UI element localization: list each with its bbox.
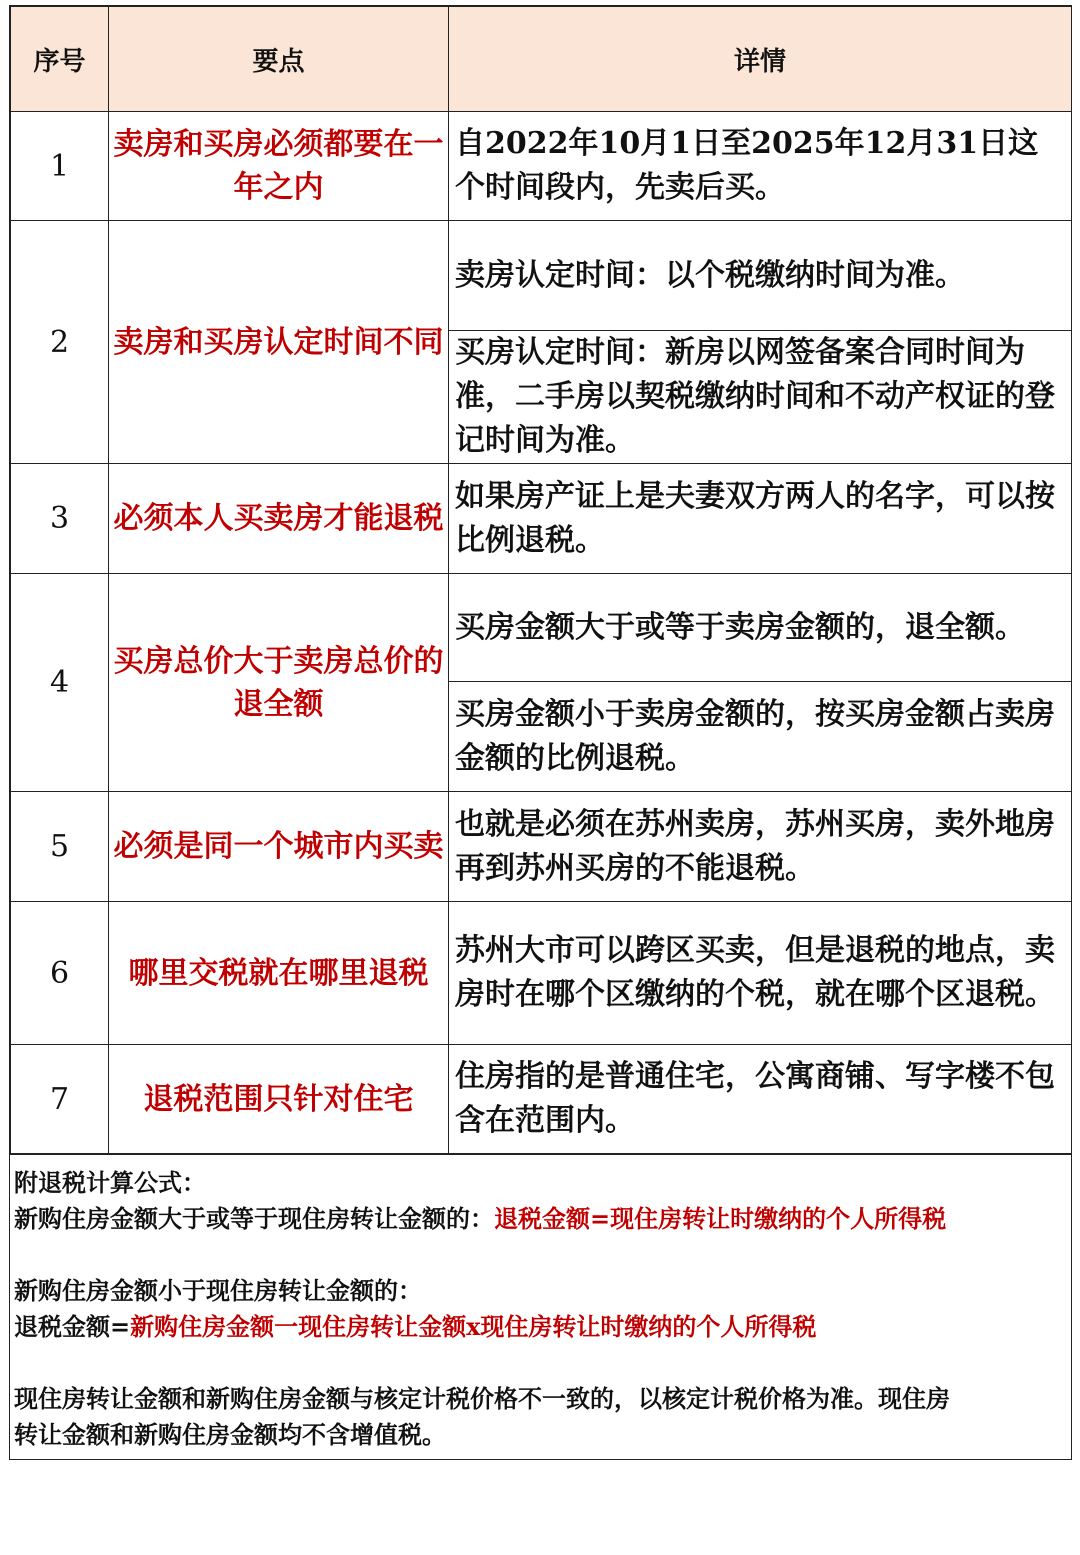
row-point: 卖房和买房必须都要在一年之内 <box>109 112 449 221</box>
row-detail: 也就是必须在苏州卖房，苏州买房，卖外地房再到苏州买房的不能退税。 <box>449 792 1072 902</box>
row-detail: 苏州大市可以跨区买卖，但是退税的地点，卖房时在哪个区缴纳的个税，就在哪个区退税。 <box>449 902 1072 1045</box>
row-point: 退税范围只针对住宅 <box>109 1045 449 1154</box>
formula-1 <box>14 1201 1067 1237</box>
row-point: 卖房和买房认定时间不同 <box>109 221 449 464</box>
formula-2 <box>14 1309 1067 1345</box>
formula-2-result: 新购住房金额一现住房转让金额x现住房转让时缴纳的个人所得税 <box>130 1312 817 1341</box>
table-row <box>11 464 1072 574</box>
row-point: 必须是同一个城市内买卖 <box>109 792 449 902</box>
row-index: 3 <box>11 464 109 574</box>
formula-2-condition: 新购住房金额小于现住房转让金额的： <box>14 1276 422 1305</box>
row-detail: 买房金额小于卖房金额的，按买房金额占卖房金额的比例退税。 <box>449 682 1072 792</box>
spacer <box>14 1345 1067 1381</box>
spacer <box>14 1237 1067 1273</box>
tax-refund-table <box>10 6 1072 1154</box>
row-point: 哪里交税就在哪里退税 <box>109 902 449 1045</box>
formula-title: 附退税计算公式： <box>14 1168 206 1197</box>
header-point: 要点 <box>109 7 449 112</box>
row-index: 5 <box>11 792 109 902</box>
table-row <box>11 1045 1072 1154</box>
row-detail: 卖房认定时间：以个税缴纳时间为准。 <box>449 221 1072 331</box>
table-row <box>11 221 1072 331</box>
formula-notes <box>10 1154 1071 1459</box>
table-row <box>11 792 1072 902</box>
note-line-2: 转让金额和新购住房金额均不含增值税。 <box>14 1420 446 1449</box>
row-point: 必须本人买卖房才能退税 <box>109 464 449 574</box>
header-detail: 详情 <box>449 7 1072 112</box>
row-index: 2 <box>11 221 109 464</box>
row-index: 4 <box>11 574 109 792</box>
note-line-1: 现住房转让金额和新购住房金额与核定计税价格不一致的，以核定计税价格为准。现住房 <box>14 1384 950 1413</box>
row-detail: 自2022年10月1日至2025年12月31日这个时间段内，先卖后买。 <box>449 112 1072 221</box>
refund-table-container <box>9 5 1072 1460</box>
table-header-row <box>11 7 1072 112</box>
row-index: 7 <box>11 1045 109 1154</box>
table-row <box>11 112 1072 221</box>
row-detail: 住房指的是普通住宅，公寓商铺、写字楼不包含在范围内。 <box>449 1045 1072 1154</box>
formula-2-prefix: 退税金额= <box>14 1312 131 1341</box>
row-index: 1 <box>11 112 109 221</box>
formula-1-result: 退税金额=现住房转让时缴纳的个人所得税 <box>494 1204 947 1233</box>
row-index: 6 <box>11 902 109 1045</box>
header-index: 序号 <box>11 7 109 112</box>
formula-1-condition: 新购住房金额大于或等于现住房转让金额的： <box>14 1204 494 1233</box>
table-row <box>11 902 1072 1045</box>
row-detail: 如果房产证上是夫妻双方两人的名字，可以按比例退税。 <box>449 464 1072 574</box>
row-point: 买房总价大于卖房总价的退全额 <box>109 574 449 792</box>
row-detail: 买房认定时间：新房以网签备案合同时间为准，二手房以契税缴纳时间和不动产权证的登记时间为准。 <box>449 331 1072 464</box>
table-row <box>11 574 1072 682</box>
row-detail: 买房金额大于或等于卖房金额的，退全额。 <box>449 574 1072 682</box>
